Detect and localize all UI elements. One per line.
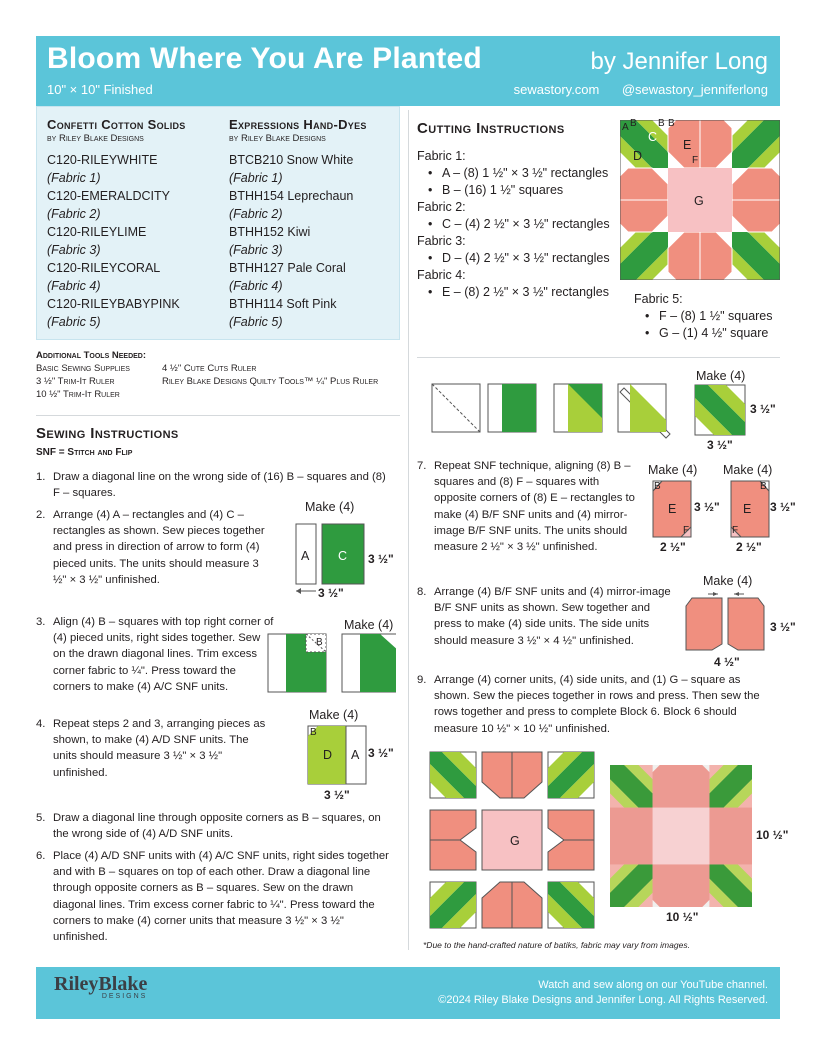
cutting-heading: Cutting Instructions [417, 120, 565, 137]
tools-needed [36, 349, 400, 401]
fabric1-label: Fabric 1: [417, 149, 466, 163]
fabric2-label: Fabric 2: [417, 200, 466, 214]
fabric-item: C120-RILEYWHITE (Fabric 1) [47, 153, 158, 185]
header-banner [36, 36, 780, 106]
key-f: F [692, 155, 699, 166]
fabric4-label: Fabric 4: [417, 268, 466, 282]
youtube-line[interactable]: Watch and sew along on our YouTube channel. [538, 979, 768, 991]
make-label: Make (4) [723, 463, 773, 477]
tool-item: 4 ½" Cute Cuts Ruler [162, 363, 257, 374]
piece-a-label: A [351, 748, 360, 762]
step-8: 8. Arrange (4) B/F SNF units and (4) mirror-image B/F SNF units as shown. Sew together and press to make (4) side units. The side units should measure 3 ½" × 4 ½" unfinished. [417, 586, 671, 647]
tool-item: 3 ½" Trim-It Ruler [36, 376, 115, 387]
fabric-item: C120-EMERALDCITY (Fabric 2) [47, 189, 170, 221]
key-c: C [648, 130, 658, 144]
cutting-list-f5 [634, 291, 784, 342]
cut-item: • E – (8) 2 ½" × 3 ½" rectangles [417, 284, 637, 301]
footer-banner [36, 967, 780, 1019]
divider [417, 357, 780, 358]
key-a: A [622, 122, 629, 133]
fabric-item: C120-RILEYBABYPINK (Fabric 5) [47, 297, 180, 329]
solids-sub: by Riley Blake Designs [47, 133, 144, 144]
piece-d-label: D [323, 748, 333, 762]
step-1: 1. Draw a diagonal line on the wrong side of (16) B – squares and (8) F – squares. [36, 471, 386, 500]
finished-block-diagram [610, 765, 752, 907]
cut-item: • G – (1) 4 ½" square [634, 325, 784, 342]
key-b: B [658, 118, 665, 129]
divider [36, 415, 400, 416]
batik-note: *Due to the hand-crafted nature of batiks, fabric may vary from images. [423, 940, 690, 950]
handdyes-sub: by Riley Blake Designs [229, 133, 326, 144]
side-unit-diagram [684, 592, 768, 654]
piece-b-label: B [316, 637, 323, 648]
make-label: Make (4) [309, 708, 359, 722]
piece-a-label: A [301, 549, 310, 563]
dim-label: 3 ½" [324, 788, 350, 802]
header-links [514, 82, 768, 97]
handdyes-column [229, 117, 397, 331]
key-e: E [683, 138, 692, 152]
step-3: 3. Align (4) B – squares with top right corner of (4) pieced units, right sides together. Sew on the drawn diagonal lines. Trim excess corner fabric to ¼". Press toward the corners to make (4) A/C SNF units. [36, 616, 274, 693]
dim-label: 2 ½" [660, 540, 686, 554]
dim-label: 3 ½" [770, 500, 796, 514]
sewing-heading: Sewing Instructions [36, 425, 179, 442]
website-link[interactable]: sewastory.com [513, 82, 600, 97]
corner-unit-diagram [694, 384, 746, 436]
dim-label: 10 ½" [756, 828, 789, 842]
logo-sub: DESIGNS [101, 993, 148, 1000]
piece-f-label: F [732, 525, 739, 536]
snf-process-diagram [430, 380, 690, 440]
piece-b-label: B [760, 481, 767, 492]
step-9: 9. Arrange (4) corner units, (4) side units, and (1) G – square as shown. Sew the pieces together in rows and press. Then sew the rows together and press to complete Block 6. Block 6 should measure 10 ½" × 10 ½" unfinished. [417, 674, 760, 735]
fabric-item: BTHH114 Soft Pink (Fabric 5) [229, 297, 337, 329]
dim-label: 3 ½" [694, 500, 720, 514]
step-6: 6. Place (4) A/D SNF units with (4) A/C SNF units, right sides together and with B – squares on top of each other. Draw a diagonal line through opposite corners as B – squares. Sew on the drawn diagonal lines. Trim excess corner fabric to ¼". Press toward the corners to make (4) corner units that measure 3 ½" × 3 ½" unfinished. [36, 850, 389, 944]
dim-label: 3 ½" [770, 620, 796, 634]
dim-label: 10 ½" [666, 910, 699, 924]
step-4: 4. Repeat steps 2 and 3, arranging pieces as shown, to make (4) A/D SNF units. The units should measure 3 ½" × 3 ½" unfinished. [36, 718, 266, 779]
fabric-list-panel [36, 106, 400, 340]
piece-e-label: E [668, 502, 677, 516]
fabric3-label: Fabric 3: [417, 234, 466, 248]
fabric-item: C120-RILEYCORAL (Fabric 4) [47, 261, 161, 293]
dim-label: 4 ½" [714, 655, 740, 669]
dim-label: 3 ½" [368, 552, 394, 566]
make-label: Make (4) [703, 574, 753, 588]
key-d: D [633, 149, 643, 163]
snf-definition: SNF = Stitch and Flip [36, 447, 133, 458]
dim-label: 3 ½" [318, 586, 344, 600]
pattern-title: Bloom Where You Are Planted [47, 42, 482, 75]
fabric-item: BTHH127 Pale Coral (Fabric 4) [229, 261, 346, 293]
bottom-row [430, 882, 594, 928]
tool-item: Riley Blake Designs Quilty Tools™ ¼" Plus Ruler [162, 376, 379, 387]
fabric-item: BTHH152 Kiwi (Fabric 3) [229, 225, 311, 257]
footer-text [438, 978, 768, 1008]
finished-size: 10" × 10" Finished [47, 82, 153, 97]
key-b: B [630, 118, 637, 129]
dim-label: 3 ½" [750, 402, 776, 416]
piece-b-label: B [310, 727, 317, 738]
step3-diagram [266, 632, 396, 694]
dim-label: 2 ½" [736, 540, 762, 554]
dim-label: 3 ½" [368, 746, 394, 760]
cut-item: • B – (16) 1 ½" squares [417, 182, 622, 199]
riley-blake-logo [54, 973, 147, 1000]
solids-column [47, 117, 217, 331]
dim-label: 3 ½" [707, 438, 733, 452]
fabric5-label: Fabric 5: [634, 292, 683, 306]
make-label: Make (4) [305, 500, 355, 514]
fabric-item: BTCB210 Snow White (Fabric 1) [229, 153, 354, 185]
piece-e-label: E [743, 502, 752, 516]
fabric-item: BTHH154 Leprechaun (Fabric 2) [229, 189, 354, 221]
solids-heading: Confetti Cotton Solids [47, 117, 186, 132]
piece-g-label: G [510, 834, 520, 848]
step-5: 5. Draw a diagonal line through opposite corners as B – squares, on the wrong side of (4) A/D SNF units. [36, 812, 381, 841]
key-b: B [668, 118, 675, 129]
top-row [430, 752, 594, 798]
cut-item: • C – (4) 2 ½" × 3 ½" rectangles [417, 216, 622, 233]
step-2: 2. Arrange (4) A – rectangles and (4) C – rectangles as shown. Sew pieces together and press in direction of arrow to form (4) pieced units. The units should measure 3 ½" × 3 ½" unfinished. [36, 509, 265, 586]
key-g: G [694, 194, 704, 208]
tool-item: Basic Sewing Supplies [36, 363, 130, 374]
piece-b-label: B [654, 481, 661, 492]
make-label: Make (4) [696, 369, 746, 383]
cutting-list [417, 148, 622, 301]
tools-heading: Additional Tools Needed: [36, 350, 147, 361]
column-divider [408, 110, 409, 950]
tool-item: 10 ½" Trim-It Ruler [36, 389, 120, 400]
designer-byline: by Jennifer Long [590, 48, 768, 75]
logo-wordmark: RileyBlake [54, 973, 148, 995]
copyright-line: ©2024 Riley Blake Designs and Jennifer Long. All Rights Reserved. [438, 994, 768, 1006]
handdyes-heading: Expressions Hand-Dyes [229, 117, 367, 132]
social-handle[interactable]: @sewastory_jenniferlong [621, 82, 768, 97]
make-label: Make (4) [648, 463, 698, 477]
fabric-item: C120-RILEYLIME (Fabric 3) [47, 225, 147, 257]
cut-item: • D – (4) 2 ½" × 3 ½" rectangles [417, 250, 637, 267]
piece-f-label: F [683, 525, 690, 536]
step-7: 7. Repeat SNF technique, aligning (8) B – squares and (8) F – squares with opposite corners of (8) E – rectangles to make (4) B/F SNF units and (4) mirror-image B/F SNF units. The units should measure 2 ½" × 3 ½" unfinished. [417, 460, 635, 554]
cut-item: • F – (8) 1 ½" squares [634, 308, 784, 325]
make-label: Make (4) [344, 618, 394, 632]
piece-c-label: C [338, 549, 348, 563]
cut-item: • A – (8) 1 ½" × 3 ½" rectangles [417, 165, 622, 182]
